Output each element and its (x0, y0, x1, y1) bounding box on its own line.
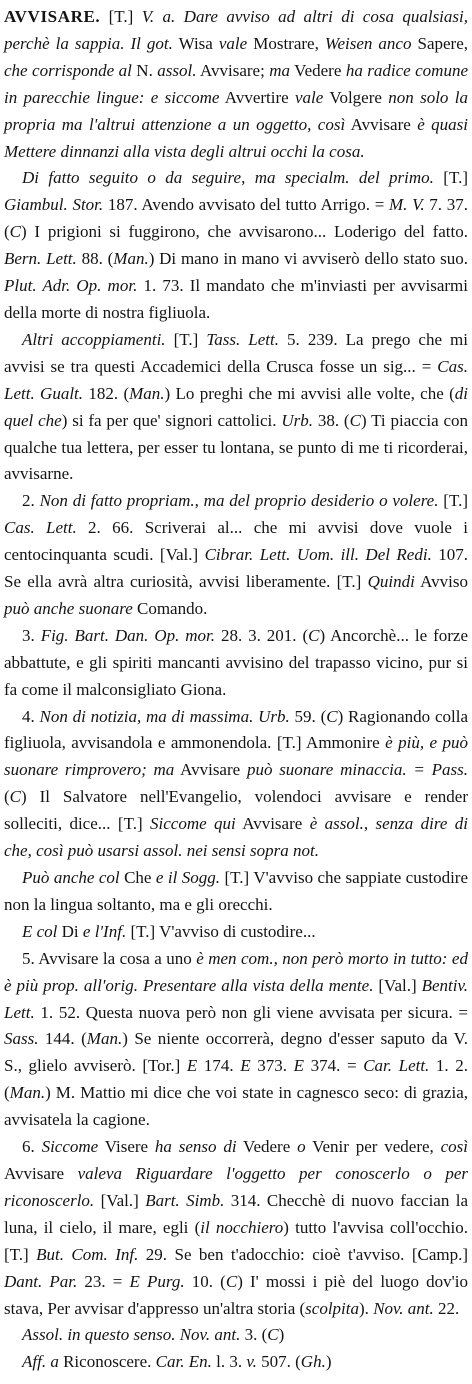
text-run: N. (131, 60, 158, 80)
italic-run: di quel che (4, 383, 468, 430)
italic-run: Assol. in questo senso. Nov. ant. (22, 1325, 241, 1345)
entry-paragraph (4, 1349, 468, 1376)
italic-run: vale (218, 33, 248, 53)
text-run: ) Lo preghi che mi avvisi alle volte, che ( (164, 383, 455, 403)
entry-paragraph (4, 919, 468, 946)
italic-run: C (308, 625, 320, 645)
italic-run: Tass. Lett. (206, 329, 279, 349)
text-run: ) Ragionando colla figliuola, avvisandola e ammonendola. [T.] Ammonire (4, 706, 468, 753)
text-run: 38. ( (313, 410, 350, 430)
italic-run: che corrisponde al (4, 60, 132, 80)
text-run: [T.] (438, 491, 468, 511)
text-run: ) (278, 1325, 285, 1345)
italic-run: C (225, 1271, 238, 1291)
text-run: Avvisare (174, 760, 247, 780)
italic-run: Non di notizia, ma di massima. Urb. (39, 706, 290, 726)
italic-run: Weisen anco (324, 33, 412, 53)
italic-run: Aff. a (22, 1352, 59, 1372)
text-run: 10. ( (184, 1271, 226, 1291)
italic-run: è men com., non però morto in tutto: ed è più prop. all'orig. Presentare alla vista della mente. (4, 948, 468, 995)
italic-run: E (186, 1056, 198, 1076)
text-run: 3. (22, 625, 41, 645)
entry-paragraph (4, 1134, 468, 1322)
italic-run: Cas. Lett. Gualt. (4, 356, 468, 403)
text-run: Riconoscere. (58, 1352, 156, 1372)
italic-run: vale (295, 87, 324, 107)
italic-run: Altri accoppiamenti. (22, 329, 166, 349)
italic-run: M. V. (389, 195, 425, 215)
text-run: 59. ( (289, 706, 327, 726)
text-run: [T.] V'avviso di custodire... (126, 921, 316, 941)
italic-run: Di fatto seguito o da seguire, ma specialm. del primo. (22, 168, 434, 188)
text-run: ) Ti piaccia con qualche tua lettera, per esser tu lontana, se punto di me ti ricorderai, avvisarne. (4, 410, 468, 484)
italic-run: ha senso di (154, 1137, 237, 1157)
text-run: ) Ancorchè... le forze abbattute, e gli spiriti mancanti avvisino del trapasso vicino, pur si fa come il malconsigliato Giona. (4, 625, 468, 699)
text-run: ) I' mossi i piè del luogo dov'io stava, Per avvisar d'appresso un'altra storia ( (4, 1271, 468, 1318)
text-run: l. 3. (211, 1352, 247, 1372)
italic-run: scolpita (305, 1298, 360, 1318)
text-run: Avvisare (235, 814, 310, 834)
italic-run: E (240, 1056, 251, 1076)
italic-run: è più, e può suonare rimprovero; ma (4, 733, 468, 780)
text-run: 144. ( (38, 1029, 87, 1049)
entry-paragraph (4, 623, 468, 704)
entry-paragraph (4, 1322, 468, 1349)
text-run: Sapere, (411, 33, 468, 53)
italic-run: o (297, 1137, 306, 1157)
text-run: Volgere (323, 87, 389, 107)
text-run: [T.] (165, 329, 207, 349)
text-run: Mostrare, (247, 33, 325, 53)
italic-run: v. (246, 1352, 257, 1372)
italic-run: Quindi (367, 572, 415, 592)
italic-run: C (9, 787, 22, 807)
text-run: 373. (250, 1056, 294, 1076)
text-run: 6. (22, 1137, 42, 1157)
text-run: Di (57, 921, 83, 941)
italic-run: E col (22, 921, 58, 941)
italic-run: E (293, 1056, 305, 1076)
text-run: ) si fa per que' signori cattolici. (61, 410, 282, 430)
italic-run: così (440, 1137, 469, 1157)
headword: AVVISARE. (4, 7, 101, 26)
text-run: [T.] (433, 168, 468, 188)
text-run: Avvertire (219, 87, 296, 107)
italic-run: But. Com. Inf. (36, 1244, 139, 1264)
italic-run: Dant. Par. (4, 1271, 78, 1291)
text-run: 182. ( (83, 383, 130, 403)
italic-run: Bart. Simb. (145, 1190, 225, 1210)
italic-run: è assol., senza dire di che, così può usarsi assol. nei sensi sopra not. (4, 814, 469, 861)
italic-run: Man. (113, 249, 149, 269)
text-run: 4. (22, 706, 40, 726)
text-run: 187. Avendo avvisato del tutto Arrigo. = (103, 195, 390, 215)
text-run: [Val.] (373, 975, 422, 995)
italic-run: Fig. Bart. Dan. Op. mor. (40, 625, 216, 645)
text-run: ) tutto l'avvisa coll'occhio. [T.] (4, 1217, 469, 1264)
italic-run: Bentiv. Lett. (4, 975, 468, 1022)
italic-run: Plut. Adr. Op. mor. (4, 276, 138, 296)
italic-run: il nocchiero (200, 1217, 284, 1237)
entry-paragraph (4, 165, 468, 326)
italic-run: Siccome qui (150, 814, 236, 834)
text-run: 3. ( (240, 1325, 268, 1345)
text-run: ). (359, 1298, 374, 1318)
italic-run: Bern. Lett. (4, 249, 77, 269)
text-run: Che (119, 868, 156, 887)
italic-run: C (267, 1325, 279, 1345)
text-run: 2. 66. Scriverai al... che mi avvisi dove vuole i centocinquanta scudi. [Val.] (4, 518, 469, 565)
italic-run: Nov. ant. (373, 1298, 434, 1318)
italic-run: e il Sogg. (155, 868, 221, 887)
text-run: 22. (433, 1298, 460, 1318)
italic-run: valeva Riguardare l'oggetto per conoscerlo o per riconoscerlo. (4, 1163, 469, 1210)
text-run: Avvisare (345, 114, 418, 134)
text-run: 29. Se ben t'adocchio: cioè t'avviso. [Camp.] (138, 1244, 469, 1264)
italic-run: e l'Inf. (82, 921, 127, 941)
text-run: Venir per vedere, (305, 1137, 441, 1157)
text-run: 5. 239. La prego che mi avvisi se tra questi Accademici della Crusca fosse un sig... = (4, 329, 468, 376)
entry-paragraph (4, 946, 468, 1134)
italic-run: Man. (9, 1083, 46, 1103)
italic-run: può anche suonare (4, 598, 133, 618)
text-run: 1. 2. ( (4, 1056, 469, 1103)
text-run: 2. (22, 491, 40, 511)
text-run: [T.] V'avviso che sappiate custodire non la lingua soltanto, ma e gli orecchi. (4, 868, 469, 914)
text-run: ) Di mano in mano vi avviserò dello stato suo. (148, 249, 468, 269)
text-run: ( (4, 787, 10, 807)
italic-run: E Purg. (129, 1271, 185, 1291)
text-run: Wisa (172, 33, 219, 53)
italic-run: V. a. Dare avviso ad altri di cosa qualsiasi, perchè la sappia. Il got. (4, 7, 468, 53)
italic-run: Car. Lett. (363, 1056, 430, 1076)
text-run: ) I prigioni si fuggirono, che avvisarono... Loderigo del fatto. (21, 222, 468, 242)
italic-run: Gh. (300, 1352, 326, 1372)
italic-run: Sass. (4, 1029, 39, 1049)
text-run: Avvisare (4, 1163, 78, 1183)
text-run: Vedere (236, 1137, 298, 1157)
text-run: Vedere (290, 60, 346, 80)
italic-run: Cibrar. Lett. Uom. ill. Del Redi. (204, 545, 432, 565)
italic-run: ha radice comune in parecchie lingue: e siccome (4, 60, 468, 107)
italic-run: Car. En. (155, 1352, 212, 1372)
text-run: Visere (98, 1137, 155, 1157)
text-run: ) (325, 1352, 332, 1372)
entry-paragraph (4, 704, 468, 865)
italic-run: Può anche col (22, 868, 120, 887)
italic-run: Man. (129, 383, 165, 403)
entry-paragraph (4, 488, 468, 623)
text-run: Avvisare; (196, 60, 270, 80)
text-run: 88. ( (76, 249, 114, 269)
text-run: 7. 37. ( (4, 195, 468, 242)
text-run: 1. 73. Il mandato che m'inviasti per avvisarmi della morte di nostra figliuola. (4, 276, 468, 322)
italic-run: può suonare minaccia. = Pass. (246, 760, 468, 780)
italic-run: ma (269, 60, 291, 80)
italic-run: Man. (86, 1029, 123, 1049)
italic-run: Urb. (281, 410, 313, 430)
text-run: ) M. Mattio mi dice che voi state in cagnesco seco: di grazia, avvisatela la cagione. (4, 1083, 468, 1130)
text-run: Avviso (414, 572, 468, 592)
text-run: 507. ( (256, 1352, 301, 1372)
text-run: 28. 3. 201. ( (215, 625, 309, 645)
italic-run: Giambul. Stor. (4, 195, 104, 215)
text-run: ) Il Salvatore nell'Evangelio, volendoci avvisare e render solleciti, dice... [T.] (4, 787, 468, 834)
text-run: 23. = (77, 1271, 130, 1291)
italic-run: non solo la propria ma l'altrui attenzione a un oggetto, così (4, 87, 468, 134)
text-run: [T.] (100, 7, 142, 26)
entry-paragraph (4, 4, 468, 165)
text-run: ) Se niente occorrerà, degno d'esser saputo da V. S., glielo avviserò. [Tor.] (4, 1029, 468, 1076)
text-run: 374. = (304, 1056, 364, 1076)
italic-run: Siccome (41, 1137, 99, 1157)
text-run: 5. Avvisare la cosa a uno (22, 948, 197, 968)
italic-run: assol. (157, 60, 197, 80)
italic-run: Non di fatto propriam., ma del proprio desiderio o volere. (39, 491, 439, 511)
text-run: 174. (197, 1056, 241, 1076)
italic-run: Cas. Lett. (4, 518, 77, 538)
italic-run: C (9, 222, 22, 242)
text-run: 1. 52. Questa nuova però non gli viene avvisata per sicura. = (34, 1002, 468, 1022)
text-run: Comando. (132, 598, 208, 618)
italic-run: è quasi Mettere dinnanzi alla vista degli altrui occhi la cosa. (4, 114, 469, 161)
text-run: [Val.] (94, 1190, 146, 1210)
text-run: 107. Se ella avrà altra curiosità, avvisi liberamente. [T.] (4, 545, 469, 592)
italic-run: C (349, 410, 361, 430)
entry-paragraph (4, 865, 468, 919)
text-run: 314. Checchè di nuovo faccian la luna, il cielo, il mare, egli ( (4, 1190, 468, 1237)
entry-paragraph (4, 327, 468, 488)
italic-run: C (326, 706, 338, 726)
